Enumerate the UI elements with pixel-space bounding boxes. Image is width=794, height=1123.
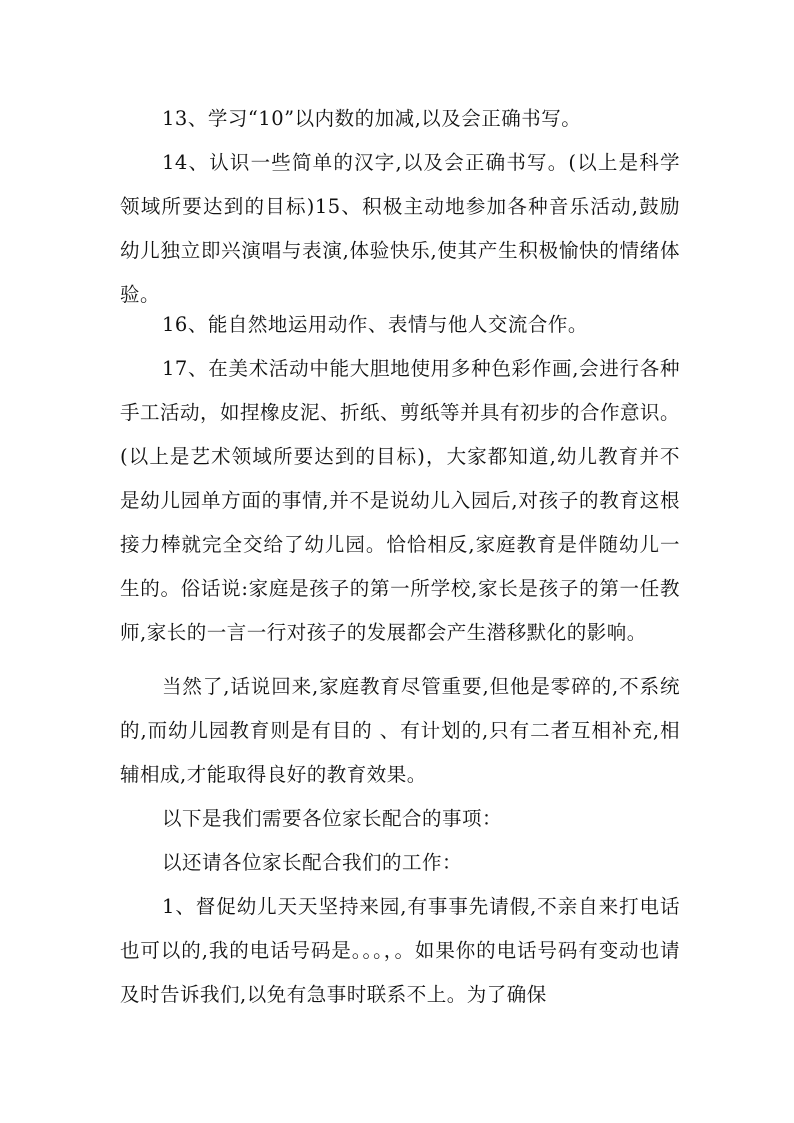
paragraph-item-1: 1、督促幼儿天天坚持来园,有事事先请假,不亲自来打电话也可以的,我的电话号码是。。。，。如果你的电话号码有变动也请及时告诉我们,以免有急事时联系不上。为了确保	[120, 895, 680, 1006]
paragraph-13: 13、学习“10”以内数的加减,以及会正确书写。	[162, 107, 582, 130]
paragraph-family-education: 当然了,话说回来,家庭教育尽管重要,但他是零碎的,不系统的,而幼儿园教育则是有目的 、有计划的,只有二者互相补充,相辅相成,才能取得良好的教育效果。	[120, 675, 680, 786]
paragraph-17: 17、在美术活动中能大胆地使用多种色彩作画,会进行各种手工活动，如捏橡皮泥、折纸、剪纸等并具有初步的合作意识。(以上是艺术领域所要达到的目标)，大家都知道,幼儿教育并不是幼儿园单方面的事情,并不是说幼儿入园后,对孩子的教育这根接力棒就完全交给了幼儿园。恰恰相反,家庭教育是伴随幼儿一生的。俗话说:家庭是孩子的第一所学校,家长是孩子的第一任教师,家长的一言一行对孩子的发展都会产生潜移默化的影响。	[120, 357, 681, 644]
paragraph-14-15: 14、认识一些简单的汉字,以及会正确书写。(以上是科学领域所要达到的目标)15、积极主动地参加各种音乐活动,鼓励幼儿独立即兴演唱与表演,体验快乐,使其产生积极愉快的情绪体验。	[120, 151, 680, 306]
paragraph-cooperation-request: 以还请各位家长配合我们的工作：	[162, 851, 463, 874]
paragraph-cooperation-intro: 以下是我们需要各位家长配合的事项：	[162, 807, 503, 830]
paragraph-16: 16、能自然地运用动作、表情与他人交流合作。	[162, 313, 588, 336]
